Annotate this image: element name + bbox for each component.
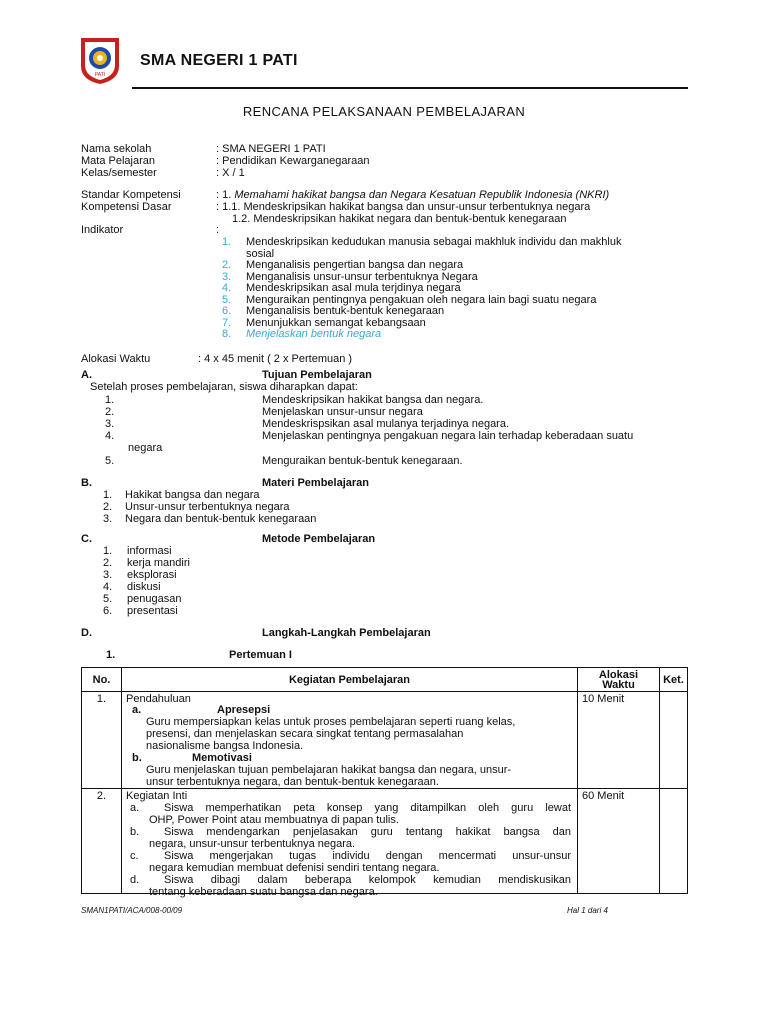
row1-b-letter: b. bbox=[132, 752, 142, 764]
row1-b-line: unsur terbentuknya negara, dan bentuk-bentuk kenegaraan. bbox=[146, 776, 439, 788]
kegiatan-table bbox=[81, 667, 688, 898]
label-alokasi-waktu: Alokasi Waktu bbox=[81, 353, 151, 365]
value-nama-sekolah: : SMA NEGERI 1 PATI bbox=[216, 143, 326, 155]
list-item: 7. Menunjukkan semangat kebangsaan bbox=[222, 316, 426, 329]
row2-waktu: 60 Menit bbox=[578, 789, 660, 894]
section-d-letter: D. bbox=[81, 627, 92, 639]
list-item: 3. bbox=[103, 569, 113, 581]
list-item: sosial bbox=[246, 247, 275, 260]
list-item: 2. bbox=[103, 501, 113, 513]
section-a-letter: A. bbox=[81, 369, 92, 381]
list-item: 3. Menganalisis unsur-unsur terbentuknya Negara bbox=[222, 270, 478, 283]
section-c-letter: C. bbox=[81, 533, 92, 545]
row2-item-letter: b. bbox=[130, 826, 140, 838]
table-header-row bbox=[82, 668, 688, 692]
list-item: 5. bbox=[105, 455, 115, 467]
label-kompetensi-dasar: Kompetensi Dasar bbox=[81, 201, 172, 213]
label-nama-sekolah: Nama sekolah bbox=[81, 143, 152, 155]
list-item: 5. Menguraikan pentingnya pengakuan oleh negara lain bagi suatu negara bbox=[222, 293, 597, 306]
row1-a-line: Guru mempersiapkan kelas untuk proses pembelajaran seperti ruang kelas, bbox=[146, 716, 516, 728]
section-a-intro: Setelah proses pembelajaran, siswa diharapkan dapat: bbox=[90, 381, 358, 393]
section-c-title: Metode Pembelajaran bbox=[262, 533, 376, 545]
list-item: 1. bbox=[103, 545, 113, 557]
row2-item-line: negara, unsur-unsur terbentuknya negara. bbox=[149, 838, 356, 850]
list-item: 4. Mendeskripsikan asal mula terjdinya negara bbox=[222, 282, 461, 294]
section-a-title: Tujuan Pembelajaran bbox=[262, 369, 372, 381]
school-logo bbox=[79, 36, 121, 86]
list-item: 6. bbox=[103, 605, 113, 617]
label-kelas-semester: Kelas/semester bbox=[81, 167, 157, 179]
row2-item-line: Siswa mengerjakan tugas individu dengan mencermati unsur-unsur bbox=[164, 850, 571, 862]
list-item: Menjelaskan unsur-unsur negara bbox=[262, 406, 423, 418]
list-item: Negara dan bentuk-bentuk kenegaraan bbox=[125, 513, 317, 525]
list-item: 1. bbox=[105, 394, 115, 406]
row1-a-line: nasionalisme bangsa Indonesia. bbox=[146, 740, 304, 752]
document-title: RENCANA PELAKSANAAN PEMBELAJARAN bbox=[242, 104, 526, 119]
list-item: eksplorasi bbox=[127, 569, 177, 581]
list-item-continuation: negara bbox=[128, 442, 163, 454]
list-item: 5. bbox=[103, 593, 113, 605]
row1-a-letter: a. bbox=[132, 704, 142, 716]
section-b-letter: B. bbox=[81, 477, 92, 489]
row2-title: Kegiatan Inti bbox=[126, 790, 188, 802]
indikator-list bbox=[0, 236, 768, 340]
list-item: Hakikat bangsa dan negara bbox=[125, 489, 260, 501]
list-item: kerja mandiri bbox=[127, 557, 190, 569]
row2-item-line: tentang keberadaan suatu bangsa dan negara. bbox=[149, 886, 378, 898]
list-item: 4. bbox=[105, 430, 115, 442]
row2-no: 2. bbox=[82, 789, 122, 894]
header-no: No. bbox=[82, 668, 122, 692]
list-item: 4. bbox=[103, 581, 113, 593]
sk-text: Memahami hakikat bangsa dan Negara Kesatuan Republik Indonesia (NKRI) bbox=[234, 189, 610, 201]
list-item: informasi bbox=[127, 545, 172, 557]
value-kelas-semester: : X / 1 bbox=[216, 167, 245, 179]
header-kegiatan: Kegiatan Pembelajaran bbox=[122, 668, 578, 692]
row1-a-title: Apresepsi bbox=[217, 704, 271, 716]
label-standar-kompetensi: Standar Kompetensi bbox=[81, 189, 181, 201]
label-mata-pelajaran: Mata Pelajaran bbox=[81, 155, 155, 167]
section-d-title: Langkah-Langkah Pembelajaran bbox=[262, 627, 431, 639]
logo-text: PATI bbox=[94, 72, 106, 78]
row1-waktu: 10 Menit bbox=[578, 692, 660, 789]
list-item: Unsur-unsur terbentuknya negara bbox=[125, 501, 290, 513]
header-divider bbox=[132, 87, 688, 89]
list-item: Mendeskrispsikan asal mulanya terjadinya negara. bbox=[262, 418, 510, 430]
list-item: penugasan bbox=[127, 593, 182, 605]
value-kd-1: : 1.1. Mendeskripsikan hakikat bangsa dan unsur-unsur terbentuknya negara bbox=[216, 201, 591, 213]
table-row bbox=[82, 789, 688, 894]
row2-item-line: Siswa memperhatikan peta konsep yang ditampilkan oleh guru lewat bbox=[164, 802, 571, 814]
list-item: 3. bbox=[103, 513, 113, 525]
row2-item-line: OHP, Power Point atau membuatnya di papan tulis. bbox=[149, 814, 399, 826]
value-standar-kompetensi bbox=[216, 189, 609, 201]
value-mata-pelajaran: : Pendidikan Kewarganegaraan bbox=[216, 155, 370, 167]
list-item: 2. bbox=[103, 557, 113, 569]
row1-title: Pendahuluan bbox=[126, 693, 191, 705]
list-item: Menguraikan bentuk-bentuk kenegaraan. bbox=[262, 455, 463, 467]
row2-item-letter: c. bbox=[130, 850, 139, 862]
list-item: presentasi bbox=[127, 605, 178, 617]
list-item: 3. bbox=[105, 418, 115, 430]
value-kd-2: 1.2. Mendeskripsikan hakikat negara dan bentuk-bentuk kenegaraan bbox=[232, 213, 567, 225]
table-row bbox=[82, 692, 688, 789]
footer-doc-code: SMAN1PATI/ACA/008-00/09 bbox=[81, 906, 183, 915]
school-name: SMA NEGERI 1 PATI bbox=[140, 52, 298, 69]
row2-kegiatan bbox=[122, 789, 578, 898]
header-ket: Ket. bbox=[660, 668, 688, 692]
list-item: diskusi bbox=[127, 581, 161, 593]
list-item: 2. bbox=[105, 406, 115, 418]
value-alokasi-waktu: : 4 x 45 menit ( 2 x Pertemuan ) bbox=[198, 353, 353, 365]
list-item: Mendeskripsikan hakikat bangsa dan negara. bbox=[262, 394, 484, 406]
row1-b-title: Memotivasi bbox=[192, 752, 252, 764]
row2-item-line: negara kemudian membuat defenisi sendiri tentang negara. bbox=[149, 862, 440, 874]
pertemuan-title: Pertemuan I bbox=[229, 649, 292, 661]
indikator-colon: : bbox=[216, 224, 220, 236]
row1-ket bbox=[660, 692, 688, 789]
sk-prefix: : 1. bbox=[216, 189, 235, 201]
row1-no: 1. bbox=[82, 692, 122, 789]
header-alokasi: Alokasi Waktu bbox=[578, 668, 660, 692]
list-item: 2. Menganalisis pengertian bangsa dan negara bbox=[222, 259, 464, 271]
list-item: 8. Menjelaskan bentuk negara bbox=[222, 328, 382, 340]
list-item: 1. bbox=[103, 489, 113, 501]
list-item: 1. Mendeskripsikan kedudukan manusia sebagai makhluk individu dan makhluk bbox=[222, 236, 622, 248]
list-item: 6. Menganalisis bentuk-bentuk kenegaraan bbox=[222, 305, 445, 317]
footer-page-number: Hal 1 dari 4 bbox=[567, 906, 608, 915]
label-indikator: Indikator bbox=[81, 224, 124, 236]
row2-item-letter: d. bbox=[130, 874, 140, 886]
row1-kegiatan bbox=[122, 692, 578, 789]
row2-item-line: Siswa mendengarkan penjelasakan guru tentang hakikat bangsa dan bbox=[164, 826, 571, 838]
row1-a-line: presensi, dan menjelaskan secara singkat tentang permasalahan bbox=[146, 728, 464, 740]
row1-b-line: Guru menjelaskan tujuan pembelajaran hakikat bangsa dan negara, unsur- bbox=[146, 764, 512, 776]
row2-ket bbox=[660, 789, 688, 894]
list-item: Menjelaskan pentingnya pengakuan negara lain terhadap keberadaan suatu bbox=[262, 430, 634, 442]
pertemuan-number: 1. bbox=[106, 649, 116, 661]
section-b-title: Materi Pembelajaran bbox=[262, 477, 369, 489]
row2-item-letter: a. bbox=[130, 802, 140, 814]
row2-item-line: Siswa dibagi dalam beberapa kelompok kemudian mendiskusikan bbox=[164, 874, 571, 886]
